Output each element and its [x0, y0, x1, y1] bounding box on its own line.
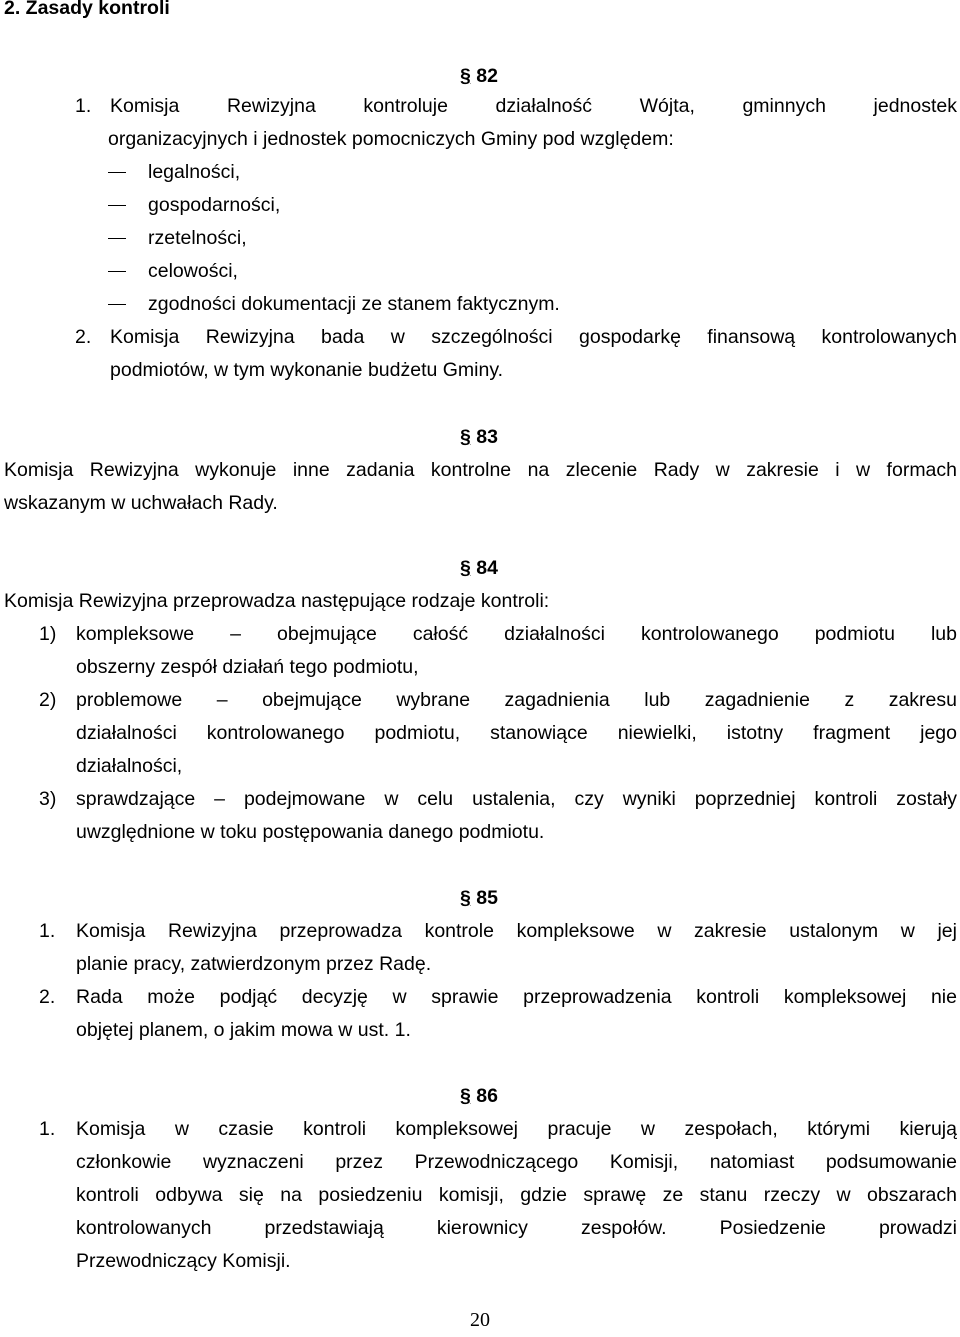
paragraph-86-point-1: [39, 1113, 957, 1278]
point-number: 2): [39, 689, 57, 711]
paragraph-number: 83: [476, 426, 498, 448]
point-text-line: objętej planem, o jakim mowa w ust. 1.: [76, 1019, 411, 1041]
paragraph-number: 86: [476, 1085, 498, 1107]
dash-bullet: [108, 238, 126, 239]
paragraph-heading-86: [460, 1080, 498, 1113]
point-text-line: członkowie wyznaczeni przez Przewodniczącego Komisji, natomiast podsumowanie: [76, 1151, 957, 1173]
point-text-line: organizacyjnych i jednostek pomocniczych Gminy pod względem:: [108, 128, 674, 150]
paragraph-82-point-2-cont: [110, 354, 957, 387]
point-text-line: sprawdzające – podejmowane w celu ustalenia, czy wyniki poprzedniej kontroli zostały: [76, 788, 957, 810]
section-symbol: §: [460, 557, 471, 579]
point-text-line: uwzględnione w toku postępowania danego podmiotu.: [76, 821, 545, 843]
paragraph-intro-text: Komisja Rewizyjna przeprowadza następujące rodzaje kontroli:: [4, 590, 550, 612]
point-number: 1.: [39, 1118, 56, 1140]
paragraph-heading-84: [460, 552, 498, 585]
point-text-line: podmiotów, w tym wykonanie budżetu Gminy.: [110, 359, 504, 381]
list-item-text: legalności,: [148, 161, 241, 183]
point-text-line: kontroli odbywa się na posiedzeniu komisji, gdzie sprawę ze stanu rzeczy w obszarach: [76, 1184, 957, 1206]
point-number: 1.: [39, 920, 56, 942]
point-text-line: działalności kontrolowanego podmiotu, stanowiące niewielki, istotny fragment jego: [76, 722, 957, 744]
point-text-line: działalności,: [76, 755, 183, 777]
point-number: 1.: [75, 95, 92, 117]
point-text-line: Komisja Rewizyjna kontroluje działalność Wójta, gminnych jednostek: [110, 95, 957, 117]
dash-bullet: [108, 271, 126, 272]
point-text-line: Przewodniczący Komisji.: [76, 1250, 291, 1272]
point-number: 1): [39, 623, 57, 645]
point-number: 2.: [75, 326, 92, 348]
paragraph-number: 84: [476, 557, 498, 579]
dash-bullet: [108, 172, 126, 173]
paragraph-82-point-2: [75, 321, 957, 354]
paragraph-text-line: wskazanym w uchwałach Rady.: [4, 492, 278, 514]
section-symbol: §: [460, 65, 471, 87]
paragraph-85-point-1: [39, 915, 957, 981]
paragraph-heading-83: [460, 421, 498, 454]
section-symbol: §: [460, 1085, 471, 1107]
list-item-text: zgodności dokumentacji ze stanem faktycznym.: [148, 293, 560, 315]
paragraph-83-text: [4, 454, 957, 520]
section-symbol: §: [460, 426, 471, 448]
paragraph-heading-82: [460, 60, 498, 93]
paragraph-84-point-3: [39, 783, 957, 849]
section-title: 2. Zasady kontroli: [4, 0, 170, 19]
paragraph-84-point-1: [39, 618, 957, 684]
section-symbol: §: [460, 887, 471, 909]
paragraph-84-intro: [4, 585, 957, 618]
page-number: 20: [470, 1309, 490, 1331]
dash-bullet: [108, 304, 126, 305]
point-text-line: obszerny zespół działań tego podmiotu,: [76, 656, 419, 678]
point-text-line: Rada może podjąć decyzję w sprawie przeprowadzenia kontroli kompleksowej nie: [76, 986, 957, 1008]
point-text-line: planie pracy, zatwierdzonym przez Radę.: [76, 953, 432, 975]
point-number: 3): [39, 788, 57, 810]
list-item-text: rzetelności,: [148, 227, 247, 249]
paragraph-82-point-1: [75, 90, 957, 123]
point-text-line: problemowe – obejmujące wybrane zagadnienia lub zagadnienie z zakresu: [76, 689, 957, 711]
point-text-line: Komisja w czasie kontroli kompleksowej pracuje w zespołach, którymi kierują: [76, 1118, 957, 1140]
point-text-line: Komisja Rewizyjna przeprowadza kontrole kompleksowe w zakresie ustalonym w jej: [76, 920, 957, 942]
list-item-text: gospodarności,: [148, 194, 281, 216]
list-item-text: celowości,: [148, 260, 238, 282]
dash-bullet: [108, 205, 126, 206]
paragraph-82-point-1-cont: [108, 123, 957, 156]
paragraph-text-line: Komisja Rewizyjna wykonuje inne zadania kontrolne na zlecenie Rady w zakresie i w formach: [4, 459, 957, 481]
paragraph-84-point-2: [39, 684, 957, 783]
point-text-line: kompleksowe – obejmujące całość działalności kontrolowanego podmiotu lub: [76, 623, 957, 645]
point-text-line: kontrolowanych przedstawiają kierownicy zespołów. Posiedzenie prowadzi: [76, 1217, 957, 1239]
point-text-line: Komisja Rewizyjna bada w szczególności gospodarkę finansową kontrolowanych: [110, 326, 957, 348]
paragraph-number: 82: [476, 65, 498, 87]
paragraph-number: 85: [476, 887, 498, 909]
paragraph-85-point-2: [39, 981, 957, 1047]
paragraph-heading-85: [460, 882, 498, 915]
point-number: 2.: [39, 986, 56, 1008]
